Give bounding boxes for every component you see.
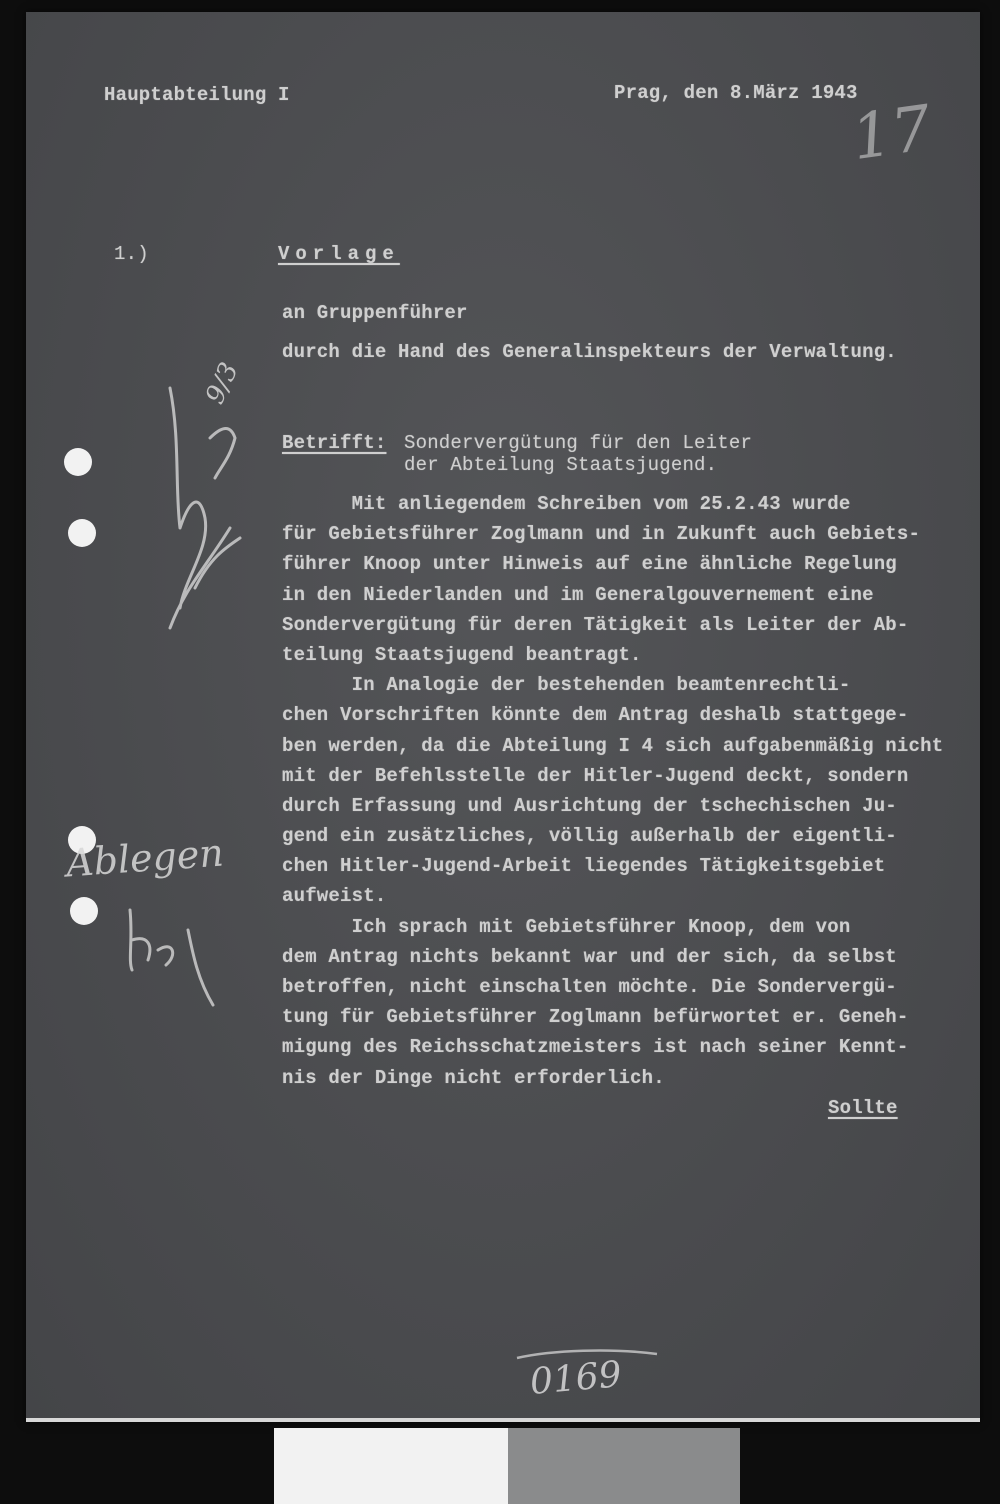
- handwritten-page-number: 17: [847, 90, 936, 175]
- body-line: betroffen, nicht einschalten möchte. Die Sondervergü-: [282, 976, 897, 998]
- department-header: Hauptabteilung I: [104, 84, 290, 106]
- body-line: durch Erfassung und Ausrichtung der tschechischen Ju-: [282, 794, 897, 817]
- handwritten-signature-mark: [150, 378, 260, 638]
- body-line: teilung Staatsjugend beantragt.: [282, 643, 642, 666]
- body-line: gend ein zusätzliches, völlig außerhalb der eigentli-: [282, 825, 897, 848]
- section-number: 1.): [114, 243, 149, 265]
- handwritten-initials-date: 9/3: [200, 358, 245, 409]
- place-date: Prag, den 8.März 1943: [614, 82, 858, 104]
- recipient-line-2: durch die Hand des Generalinspekteurs der Verwaltung.: [282, 341, 897, 363]
- handwritten-ablegen-note: Ablegen: [64, 830, 226, 886]
- handwritten-initials-mark: [118, 900, 228, 1010]
- continuation-word: Sollte: [828, 1097, 898, 1119]
- subject-line-1: Sondervergütung für den Leiter: [404, 432, 753, 454]
- body-line: Ich sprach mit Gebietsführer Knoop, dem von: [282, 915, 851, 938]
- body-line: für Gebietsführer Zoglmann und in Zukunft auch Gebiets-: [282, 523, 921, 546]
- body-line: mit der Befehlsstelle der Hitler-Jugend deckt, sondern: [282, 764, 909, 787]
- body-line: chen Hitler-Jugend-Arbeit liegendes Tätigkeitsgebiet: [282, 855, 886, 878]
- handwritten-archive-number: 0169: [528, 1354, 624, 1403]
- body-line: dem Antrag nichts bekannt war und der sich, da selbst: [282, 945, 897, 968]
- body-line: chen Vorschriften könnte dem Antrag deshalb stattgege-: [282, 704, 909, 727]
- body-line: In Analogie der bestehenden beamtenrechtli-: [282, 674, 851, 697]
- recipient-line-1: an Gruppenführer: [282, 302, 468, 324]
- punch-hole: [64, 448, 92, 476]
- body-line: in den Niederlanden und im Generalgouvernement eine: [282, 583, 874, 606]
- document-title: Vorlage: [278, 243, 400, 265]
- body-line: Sondervergütung für deren Tätigkeit als Leiter der Ab-: [282, 613, 909, 636]
- subject-line-2: der Abteilung Staatsjugend.: [404, 454, 718, 476]
- punch-hole: [68, 519, 96, 547]
- punch-hole: [70, 897, 98, 925]
- body-line: nis der Dinge nicht erforderlich.: [282, 1066, 665, 1089]
- calibration-white-patch: [274, 1428, 508, 1504]
- body-line: tung für Gebietsführer Zoglmann befürwortet er. Geneh-: [282, 1006, 909, 1029]
- body-line: ben werden, da die Abteilung I 4 sich aufgabenmäßig nicht: [282, 734, 944, 757]
- body-line: aufweist.: [282, 885, 387, 908]
- body-line: führer Knoop unter Hinweis auf eine ähnliche Regelung: [282, 553, 897, 576]
- calibration-gray-patch: [508, 1428, 740, 1504]
- body-line: migung des Reichsschatzmeisters ist nach seiner Kennt-: [282, 1036, 909, 1059]
- body-text: [282, 489, 943, 1093]
- subject-label: Betrifft:: [282, 432, 387, 454]
- body-line: Mit anliegendem Schreiben vom 25.2.43 wurde: [282, 493, 851, 515]
